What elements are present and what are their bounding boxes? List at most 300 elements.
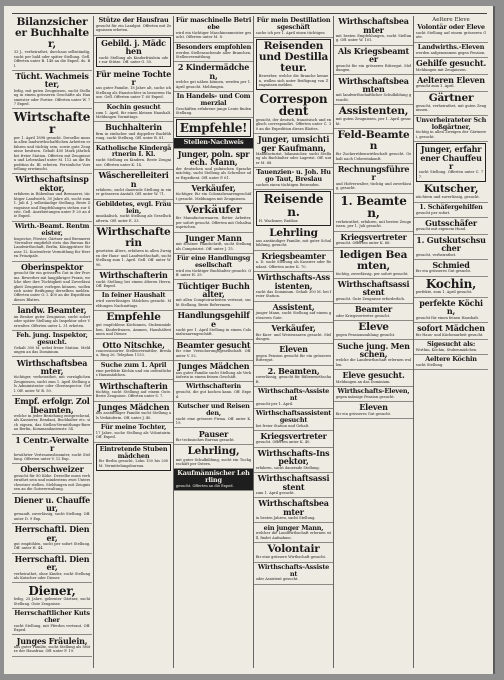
ad-body-text: für Manufacturwaaren, flotter Arbeiter, per sofort gesucht. Offerten mit Gehaltsansprüchen. xyxy=(175,216,252,230)
classified-ad xyxy=(334,279,413,304)
ad-body-text: Meldungen an das Dominium. xyxy=(335,379,391,384)
ad-body-text: für Kurz- und Weisswaaren gesucht. Meldungen. xyxy=(255,332,332,341)
classified-ad xyxy=(334,75,413,105)
classified-ad xyxy=(334,387,413,402)
ad-body-text: ledig, mit guten Zeugnissen, sucht Stellung in einem grösseren Geschäfte als Hausmeister oder Portier. Offerten unter W. 77 Exped. xyxy=(13,88,91,107)
ad-headline: Gebild. j. Mädchen xyxy=(101,37,166,57)
ad-body-text: in besten Jahren, sucht Stellung. xyxy=(255,516,316,521)
classified-ad xyxy=(174,340,253,361)
ad-body-text: ledig, 25 Jahre, gelernter Gärtner, sucht Stellung. Gute Zeugnisse. xyxy=(13,597,91,606)
classified-ad xyxy=(12,464,92,494)
classified-ad xyxy=(414,260,488,277)
ad-headline: Tüchtiger Buchhalter, xyxy=(177,280,250,299)
ad-body-text: sucht Stellung, mit Pferden vertraut. Off. Exped. xyxy=(13,623,91,633)
classified-ad xyxy=(94,200,173,227)
ad-headline: Eleve xyxy=(358,321,389,334)
ad-headline: Kaufmännischer Lehrling xyxy=(177,469,250,485)
ad-body-text: erfahren, sucht dauernde Stellung. xyxy=(255,465,320,470)
ad-headline: Verkäufer, xyxy=(191,183,236,194)
ad-headline: Wirthschafts-Eleven, xyxy=(337,387,410,396)
ad-headline: Verkäufer, xyxy=(271,323,316,334)
classified-ad xyxy=(254,302,333,323)
ad-body-text: gesucht für ein Landgut. Offerten mit Zeugnissen erbeten. xyxy=(95,24,172,33)
classified-ad xyxy=(254,387,333,409)
ad-headline: Wirthschaftsbeamter, xyxy=(16,357,88,376)
ad-body-text: mit besten Empfehlungen, sucht Stellung. Off. unter W. 101. xyxy=(335,33,412,43)
ad-headline: Junger, poln. sprech. Mann, xyxy=(177,148,250,168)
classified-ad xyxy=(254,498,333,523)
ad-body-text: Meldungen mit Zeugnissen. xyxy=(415,67,467,72)
ad-body-text: aus guter Familie, sucht Stellung als Stütze der Hausfrau. Off. unter F. 19. xyxy=(13,644,91,654)
ad-headline: Wäscherelleiterin xyxy=(98,170,169,189)
classified-ad xyxy=(254,431,333,448)
ad-headline: Buchhalterin xyxy=(105,122,162,133)
ad-body-text: firm in einfacher und doppelter Buchführung, sucht Stellung. Off. unter B. 81. xyxy=(95,131,172,141)
classified-ad xyxy=(94,339,173,360)
classified-ad xyxy=(254,523,333,543)
ad-headline: Wirthschaftsbeamten xyxy=(338,75,409,94)
ad-body-text: mit allen Comptoirarbeiten vertraut, sucht Stellung. Beste Referenzen. xyxy=(175,298,252,307)
ad-column-5 xyxy=(333,16,413,668)
classified-ad xyxy=(94,16,173,36)
ad-headline: Für eine Handlungsgesellschaft xyxy=(176,254,251,269)
ad-body-text: H. Wachsner, Ratibor. xyxy=(258,218,299,223)
classified-ad xyxy=(174,62,253,92)
ad-headline: sofort Mädchen xyxy=(417,323,485,334)
ad-body-text: Gehalt 300 M. nebst freier Station. Meldungen an das Dominium. xyxy=(13,345,91,355)
ad-headline: Junges Fräulein, xyxy=(16,635,88,646)
classified-ad xyxy=(174,361,253,382)
ad-body-text: gewandt, zuverlässig, sucht Stellung. Off. unter D. 9 Exp. xyxy=(13,512,91,521)
ad-body-text: Inspector, Förster, Gärtner und Brennerei-Verwalter empfiehlt stets das Bureau für Landwirthschaft, Berlin, Königgrätzer Strasse 12. Kostenfreie Vermittlung für Herren Prinzipale. xyxy=(13,236,91,259)
ad-headline: Junges Mädchen xyxy=(177,361,250,372)
classified-ad xyxy=(174,469,253,491)
classified-ad xyxy=(414,218,488,235)
ad-body-text: gesucht für ein grösseres Gut in der Provinz. Bewerber mit langjähriger Praxis, welche über ihre Tüchtigkeit und Zuverlässigkeit Zeugnisse vorlegen können, wollen sich unter Beifügung derselben melden. Offerten unter O. I. 400 an die Expedition dieses Blattes. xyxy=(13,271,91,302)
ad-body-text: sucht Stellung. xyxy=(415,363,444,367)
ad-body-text: und Hofverwalter, tüchtig und zuverlässig, gesucht. xyxy=(335,181,412,191)
ad-headline: Wirthschafts-Inspektor, xyxy=(257,447,330,467)
ad-headline: Wirthschaftsbeamter xyxy=(338,16,409,35)
classified-ad xyxy=(174,138,253,149)
ad-body-text: nüchtern und zuverlässig, gesucht. xyxy=(415,195,480,200)
ad-headline: Eintretende Stubenmädchen xyxy=(99,444,168,460)
ad-body-text: verheirathet, ohne Kinder, sucht Stellung als Kutscher oder Diener. xyxy=(13,571,91,581)
classified-ad xyxy=(254,16,333,38)
classified-ad xyxy=(94,143,173,170)
classified-ad xyxy=(12,305,92,331)
ad-headline: Tauenzien- u. Joh. Hugo Taut, Breslau xyxy=(256,168,331,184)
classified-ads-frame xyxy=(12,13,487,668)
ad-body-text: mit schöner Handschrift, sucht Stellung als Comptoirist. Off. unter J. 15. xyxy=(175,242,252,251)
ad-body-text: welcher die Landwirthschaft erlernen will, findet Aufnahme. xyxy=(255,531,332,540)
ad-body-text: gegen Pension gesucht für ein grösseres Rittergut. xyxy=(255,353,332,363)
ad-headline: Eleven xyxy=(279,344,308,355)
ad-body-text: aus guter Familie sucht Stellung als Verkäuferin in einem feinen Geschäft. xyxy=(175,370,252,379)
ad-body-text: sucht eine grössere Firma. Off. unter K. 19. xyxy=(175,416,252,426)
ad-headline: Gärtner xyxy=(428,91,474,104)
ad-headline: Empf. erfolgr. Zollbeamten, xyxy=(14,396,90,415)
classified-ad xyxy=(96,444,171,472)
ad-body-text: sucht das Dominium. Gehalt 300 M. bei freier Station. xyxy=(255,289,332,299)
ad-column-1 xyxy=(12,16,92,668)
ad-body-text: mit guter Schulbildung, sucht ein Tuchgeschäft per Ostern. xyxy=(175,457,252,466)
classified-ad xyxy=(12,174,92,221)
ad-headline: Wirthschaftsinspektor, xyxy=(15,174,89,193)
ad-body-text: bewährter Vertrauensbeamter, sucht Stellung. Offerten unter V. 12 Exp. xyxy=(13,452,91,461)
classified-ad xyxy=(94,361,173,381)
ad-headline: Suche jung. Menschen, xyxy=(337,340,410,359)
classified-ad xyxy=(334,248,413,278)
ad-headline: Beamter xyxy=(354,304,393,315)
ad-headline: Kriegsbeamter xyxy=(261,250,326,261)
ad-body-text: concessionirter Stellenvermittler, Breslau, Ring 26. Telephon 1153. xyxy=(95,348,172,358)
classified-ad xyxy=(334,232,413,249)
classified-ad xyxy=(174,43,253,63)
classified-ad xyxy=(174,428,253,445)
ad-headline: Wirthschafts-Assistenten, xyxy=(257,272,330,291)
ad-headline: Wirthschaftsassistent xyxy=(337,279,410,298)
ad-body-text: gesucht, die gut kochen kann. Off. Exped. xyxy=(175,390,252,399)
ad-body-text: für ein grösseres Gut gesucht. xyxy=(415,269,472,274)
ad-body-text: für Zuckerrübenwirthschaft gesucht. Gehalt nach Uebereinkunft. xyxy=(335,152,412,161)
classified-ad xyxy=(254,323,333,344)
ad-body-text: gesucht für 80 Kühe. Derselbe muss verheirathet sein und mindestens zwei Unterschweizer stellen. Meldungen mit Zeugnissen an die Gutsverwaltung. xyxy=(13,473,91,492)
classified-ad xyxy=(12,494,92,524)
classified-ad xyxy=(254,344,333,365)
classified-ad xyxy=(334,321,413,340)
ad-body-text: für technisches Bureau gesucht. xyxy=(175,438,235,443)
classified-ad xyxy=(12,635,92,656)
ad-body-text: bei freier Station und Gehalt. xyxy=(255,423,310,428)
ad-body-text: erfahren, sucht dauernde Stellung in einer grösseren Anstalt. Off. unter W. 71. xyxy=(95,187,172,197)
classified-ad xyxy=(334,16,413,46)
classified-ad xyxy=(414,92,488,116)
ad-body-text: Bewerber, welche die Branche kennen, wollen sich unter Beifügung von Zeugnissen melden. xyxy=(258,74,329,88)
ad-headline: Reisenden und Destillateur. xyxy=(258,40,329,75)
ad-headline: 2. Beamten, xyxy=(267,365,320,376)
classified-ad xyxy=(254,227,333,251)
ad-headline: 1. Beamten, xyxy=(340,193,407,221)
ad-headline: Empfehle! xyxy=(179,120,248,135)
ad-headline: Bilanzsicherer Buchhalter, xyxy=(15,16,89,51)
ad-headline: Wirtschafter xyxy=(13,109,91,137)
ad-headline: Tücht. Wachmeister, xyxy=(15,71,89,90)
ad-body-text: der deutschen und polnischen Sprache mächtig, sucht Stellung als Schreiber oder Expedient. Off. unter P. 61. xyxy=(175,166,252,180)
ad-headline: Eleven xyxy=(359,402,388,413)
ad-body-text: gesucht mit eigenem Hund. xyxy=(415,227,467,232)
ad-headline: Beamter gesucht xyxy=(176,339,251,350)
classified-ad xyxy=(94,68,173,102)
ad-body-text: suche ich per 1. April einen tüchtigen xyxy=(255,30,325,35)
ad-headline: Als Kriegsbeamter xyxy=(338,45,409,65)
classified-ad xyxy=(256,39,331,90)
ad-headline: Wirthschafterin xyxy=(99,270,168,281)
classified-ad xyxy=(416,143,486,182)
ad-headline: Oberinspektor xyxy=(20,261,84,272)
ad-headline: Lehrling xyxy=(269,226,318,239)
ad-body-text: werden Stellensuchende aller Branchen. Stellenvermittlung. xyxy=(175,50,252,59)
ad-body-text: tüchtiger, für ein Colonialwaarengeschäft gesucht. Meldungen mit Zeugnissen. xyxy=(175,192,252,201)
classified-ad xyxy=(254,272,333,302)
ad-headline: Feld-Beamten xyxy=(337,129,410,153)
classified-ad xyxy=(254,251,333,272)
ad-body-text: musikalisch, sucht Stellung als Gesellschafterin. Off. unter E. 33. xyxy=(95,214,172,223)
ad-headline: Herrschaftl. Diener, xyxy=(14,524,90,543)
classified-ad xyxy=(174,310,253,340)
ad-body-text: gesucht per sofort. xyxy=(415,210,451,215)
classified-ad xyxy=(414,183,488,202)
ad-headline: landw. Beamter, xyxy=(17,305,87,316)
ad-headline: ledigen Beamten, xyxy=(339,248,408,272)
ad-headline: Besonders empfohlen xyxy=(175,42,252,51)
classified-ad xyxy=(96,37,171,68)
classified-ad xyxy=(94,380,173,401)
ad-headline: Katholische Kindergärtnerin I. Kl. xyxy=(95,143,172,159)
ad-body-text: werden aufgenommen gegen Pension. xyxy=(415,50,486,55)
ad-headline: Wirth.-Beamt. Rentmeister, xyxy=(14,221,90,237)
ad-body-text: erfahren in Rübenbau und Brennerei, tüchtiger Landwirth, 30 Jahre alt, sucht zum 1. Juli d. J. selbständige Stellung. Beste Zeugnisse und Empfehlungen stehen zur Seite. Gefl. Anerbietungen unter P. 20 an die Exped. xyxy=(13,192,91,219)
ad-body-text: gesucht zum 1. April. xyxy=(415,84,455,89)
ad-body-text: mit guten Zeugnissen, per 1. April gesucht. xyxy=(335,117,412,126)
ad-headline: 1 Centr.-Verwalter xyxy=(15,434,89,454)
ad-headline: Verkäufer xyxy=(185,204,242,217)
ad-headline: Volontair xyxy=(267,543,320,556)
ad-body-text: gesucht. Offerten unter K. 40. xyxy=(255,440,311,445)
ad-headline: Landwirths.-Eleven xyxy=(417,42,485,51)
ad-headline: Wirthschafts-Assistent xyxy=(257,562,330,578)
classified-ad xyxy=(174,280,253,310)
classified-ad xyxy=(12,222,92,262)
ad-headline: Aeltere Köchin xyxy=(425,355,477,364)
newspaper-page xyxy=(4,6,493,674)
classified-ad xyxy=(414,43,488,58)
classified-ad xyxy=(174,402,253,429)
ad-headline: Wirthschafterin xyxy=(186,382,241,391)
ad-body-text: zum 1. April gesucht. xyxy=(255,490,295,495)
ad-headline: perfekte Köchin, xyxy=(419,297,483,317)
classified-ad xyxy=(414,277,488,298)
classified-ad xyxy=(254,473,333,498)
ad-body-text: suchen einen tüchtigen Reisenden. xyxy=(255,182,320,187)
ad-headline: Diener, xyxy=(28,583,76,598)
classified-ad xyxy=(174,445,253,469)
ad-body-text: oder Assistent gesucht. xyxy=(255,577,299,582)
classified-ad xyxy=(414,340,488,355)
classified-ad xyxy=(254,409,333,431)
ad-headline: Feh. jung. Inspektor, gesucht. xyxy=(16,331,88,346)
ad-body-text: aus guter Familie, 18 Jahre alt, suche ich Stellung als Haustochter in besserem Hause. Gefl. Offerten unter T. 60 Exped. xyxy=(95,86,172,100)
classified-ad xyxy=(94,226,173,270)
ad-body-text: gesucht. Offerten an die Exped. xyxy=(175,484,234,489)
ad-headline: 1. Gutskutschsucher xyxy=(416,234,486,254)
classified-ad xyxy=(174,204,253,232)
classified-ad xyxy=(254,366,333,387)
ad-headline: Diener u. Chauffeur, xyxy=(13,494,91,513)
ad-headline: Wirthschafterin xyxy=(96,226,171,250)
ad-body-text: gesetzten Alters, erfahren in allen Zweigen der Haus- und Landwirthschaft, sucht Stellung zum 1. April. Gefl. Off. unter W. 90. xyxy=(95,249,172,267)
ad-body-text: a. D. sucht Stellung als Kassirer oder Rendant. Offerten unter K. 70. xyxy=(255,260,332,269)
classified-ad xyxy=(334,340,413,370)
ad-body-text: Wirthin, Köchin, Stubenmädchen. xyxy=(415,347,478,352)
ad-body-text: eine perfekte Köchin und ein ordentliches Hausmädchen. xyxy=(95,368,172,378)
classified-ad xyxy=(12,109,92,174)
classified-ad xyxy=(12,524,92,554)
ad-headline: Wirthschaftsbeamter xyxy=(258,498,329,517)
classified-ad xyxy=(414,58,488,75)
ad-body-text: verheirathet, erfahren, mit besten Zeugnissen, per 1. Juli gesucht. xyxy=(335,219,412,229)
ad-headline: Junger Mann xyxy=(185,232,242,243)
ad-headline: Junger, erfahrener Chauffeur xyxy=(420,144,482,171)
classified-ad xyxy=(334,194,413,232)
ad-headline: Kutscher und Reisenden, xyxy=(177,402,250,417)
ad-body-text: sucht Stellung auf einem grösseren Gute. xyxy=(415,31,487,40)
classified-ad xyxy=(414,23,488,43)
classified-ad xyxy=(174,382,253,402)
ad-column-6 xyxy=(413,16,488,668)
classified-ad xyxy=(254,134,333,168)
ad-column-2 xyxy=(93,16,173,668)
classified-ad xyxy=(414,355,488,370)
classified-ad xyxy=(334,105,413,129)
ad-headline: Für maschinelle Betriebe xyxy=(175,16,252,31)
ad-headline: Wirthschaftsassistent xyxy=(257,473,330,492)
classified-ad xyxy=(414,298,488,323)
classified-ad xyxy=(174,149,253,183)
ad-headline: Volontär oder Eleve xyxy=(417,23,485,32)
ad-body-text: für eine Versicherungsgesellschaft. Off. unter V. 52. xyxy=(175,349,252,358)
ad-body-text: wird ein tüchtiger Maschinenmeister gesucht. Offerten unter M. 8. xyxy=(175,30,252,40)
classified-ad xyxy=(334,402,413,419)
ad-body-text: sucht Stellung zu Kindern. Beste Zeugnisse. Offerten unter K. 14. xyxy=(95,158,172,167)
ad-headline: Schmied xyxy=(432,260,470,271)
classified-ad xyxy=(12,554,92,584)
ad-body-text: gesucht, verheirathet, mit guten Zeugnissen. xyxy=(415,103,487,113)
classified-ad xyxy=(12,331,92,358)
classified-ad xyxy=(254,91,333,134)
ad-headline: Empfehle xyxy=(106,311,161,324)
ad-body-text: oder Kriegsvertreter gesucht. xyxy=(335,313,391,318)
ad-body-text: wird ein tüchtiger Buchhalter gesucht. Off. unter H. 29. xyxy=(175,268,252,278)
classified-ad xyxy=(12,16,92,71)
ad-headline: Pauser xyxy=(198,428,229,439)
ad-body-text: mit landwirthschaftlicher Schulbildung gesucht. xyxy=(335,93,412,102)
classified-ad xyxy=(174,233,253,254)
ad-headline: Kochin, xyxy=(425,276,477,291)
ad-headline: Junger, umsichtiger Kaufmann, xyxy=(257,134,330,153)
ad-headline: Kutscher, xyxy=(423,183,479,196)
ad-body-text: 33 J., verheirathet, durchaus selbständig, sucht per bald oder später Stellung. Gefl. Offerten unter B. 148 an die Exped. ds. Bl. xyxy=(13,50,91,68)
ad-body-text: gut empfohlen, sucht per sofort Stellung. Off. unter H. 44. xyxy=(13,542,91,551)
classified-ad xyxy=(334,164,413,194)
classified-ad xyxy=(94,103,173,123)
classified-ad xyxy=(94,270,173,291)
classified-ad xyxy=(174,92,253,119)
classified-ad xyxy=(176,119,251,137)
ad-headline: Eleve gesucht. xyxy=(342,370,405,381)
ad-headline: Gutsschäfer xyxy=(425,217,477,228)
ad-headline: Kochin gesucht xyxy=(106,102,161,111)
ad-column-3 xyxy=(173,16,253,668)
classified-ad xyxy=(334,129,413,164)
ad-body-text: gegen mässige Pension gesucht. xyxy=(335,394,395,399)
classified-ad xyxy=(94,291,173,311)
classified-ad xyxy=(256,191,331,226)
ad-body-text: für eine grössere Wirthschaft gesucht. xyxy=(255,555,327,560)
ad-body-text: für ein grösseres Gut gesucht. xyxy=(335,411,392,416)
ad-body-text: im Besitze guter Zeugnisse, sucht sofort oder später Stellung als Inspektor oder Verwalter. Offerten unter L. 31 erbeten. xyxy=(13,314,91,328)
ad-body-text: Manufacturist, bilanzsicher, sucht Stellung als Buchhalter oder Lagerist. Off. unter M. 88. xyxy=(255,151,332,165)
ad-body-text: tüchtig, sucht Stellung auf einem Gute. Beste Zeugnisse. Offerten unter S. 7. xyxy=(95,389,172,399)
ad-body-text: sucht Stellung als Kinderfräulein oder zur Stütze. Off. unter G. 55. xyxy=(98,55,169,65)
classified-ad xyxy=(254,448,333,473)
ad-headline: Herrschaftl. Diener, xyxy=(14,553,90,573)
classified-ad xyxy=(174,183,253,204)
classified-ad xyxy=(254,563,333,585)
ad-headline: Für meine Tochter xyxy=(95,68,172,87)
ad-headline: 1. Schäfergehilfen xyxy=(419,202,483,211)
ad-headline: Assistenten, xyxy=(338,105,409,118)
ad-headline: Reisenden. xyxy=(263,192,324,219)
ad-body-text: gegen Pensionszahlung gesucht. xyxy=(335,333,396,338)
classified-ad xyxy=(94,423,173,443)
ad-body-text: für Haus- und Küchenarbeit gesucht. xyxy=(415,332,484,337)
classified-ad xyxy=(414,203,488,218)
ad-body-text: tüchtiger, verheirathet, mit vorzüglichen Zeugnissen, sucht zum 1. April Stellung als Administrator oder Oberinspector. Gefl. Off. unter W. B. 50. xyxy=(13,375,91,393)
ad-body-text: wird zuverlässiges Mädchen gesucht. Meldungen Nachmittags. xyxy=(95,299,172,308)
ad-body-text: junger Mann, sucht Stellung auf einem grösseren Gute. xyxy=(255,311,332,320)
ad-body-text: welche die Landwirthschaft erlernen wollen. xyxy=(335,358,412,367)
ad-headline: Suche zum 1. April xyxy=(100,360,167,369)
ad-headline: Otto Nitschke, xyxy=(102,339,165,350)
ad-headline: Gebildetes, evgl. Fräulein, xyxy=(95,199,172,215)
ad-body-text: gut empfohlene Köchinnen, Stubenmädchen, Kinderfrauen, Ammen, Haushälterinnen und Diener. xyxy=(95,323,172,337)
classified-ad xyxy=(94,122,173,143)
ad-body-text: aus anständiger Familie, mit guter Schulbildung, gesucht. xyxy=(255,239,332,248)
ad-body-text: Geschäften erfahrene junge Leute finden Stellung. xyxy=(175,106,252,116)
classified-ad xyxy=(334,370,413,387)
classified-ad xyxy=(12,262,92,306)
classified-ad xyxy=(334,304,413,321)
ad-headline: Assistent, xyxy=(272,301,315,312)
ad-headline: In feiner Haushalt xyxy=(101,291,166,300)
ad-headline: Kriegsvertreter xyxy=(340,231,407,242)
ad-body-text: gesucht für ein grösseres Rittergut. Meldungen. xyxy=(335,63,412,73)
ad-headline: Für mein Destillationsgeschäft xyxy=(256,16,331,31)
classified-ad xyxy=(174,254,253,281)
ad-body-text: tüchtig, zuverlässig, per sofort gesucht. xyxy=(335,271,409,276)
classified-ad xyxy=(12,357,92,396)
ad-headline: Correspondent xyxy=(259,91,328,119)
ad-headline: In Handels- und Commerzial xyxy=(176,92,251,107)
ad-column-4 xyxy=(253,16,333,668)
classified-ad xyxy=(94,402,173,423)
ad-body-text: welche gut nähen können, werden per 1. April gesucht. Meldungen. xyxy=(175,80,252,89)
classified-ad xyxy=(12,396,92,435)
classified-ad xyxy=(12,435,92,465)
ad-headline: Rechnungsführer xyxy=(337,164,410,183)
ad-body-text: sucht Stellung bei einem älteren Herrn. Off. Exped. xyxy=(95,279,172,289)
ad-body-text: welche in jeder Beziehung entsprechend, als Kassierer, Rendant, Buchhalter etc. sich eignen, das Stellen-Vermittlungs-Bureau Berlin, Kommandantenstr. 54. xyxy=(13,413,91,432)
ad-body-text: sucht Stellung. Offerten unter C. 77. xyxy=(418,170,484,179)
ad-body-text: 17 Jahre, suche Stellung als Volontairin. Off. Exped. xyxy=(95,430,172,440)
ad-body-text: gesucht. Offerten unter K. 66. xyxy=(335,241,391,246)
ad-body-text: gesucht, der deutsch, französisch und englisch correspondirt. Offerten unter C. 30 an die Expedition dieses Blattes. xyxy=(255,117,332,131)
classified-ad xyxy=(94,311,173,339)
ad-headline: Handlungsgehilfe xyxy=(177,310,250,329)
ad-body-text: sucht per 1. April Stellung in einem Colonialwaarengeschäft. xyxy=(175,327,252,337)
ad-headline: Wirthschaftsassistent gesucht xyxy=(255,409,332,424)
